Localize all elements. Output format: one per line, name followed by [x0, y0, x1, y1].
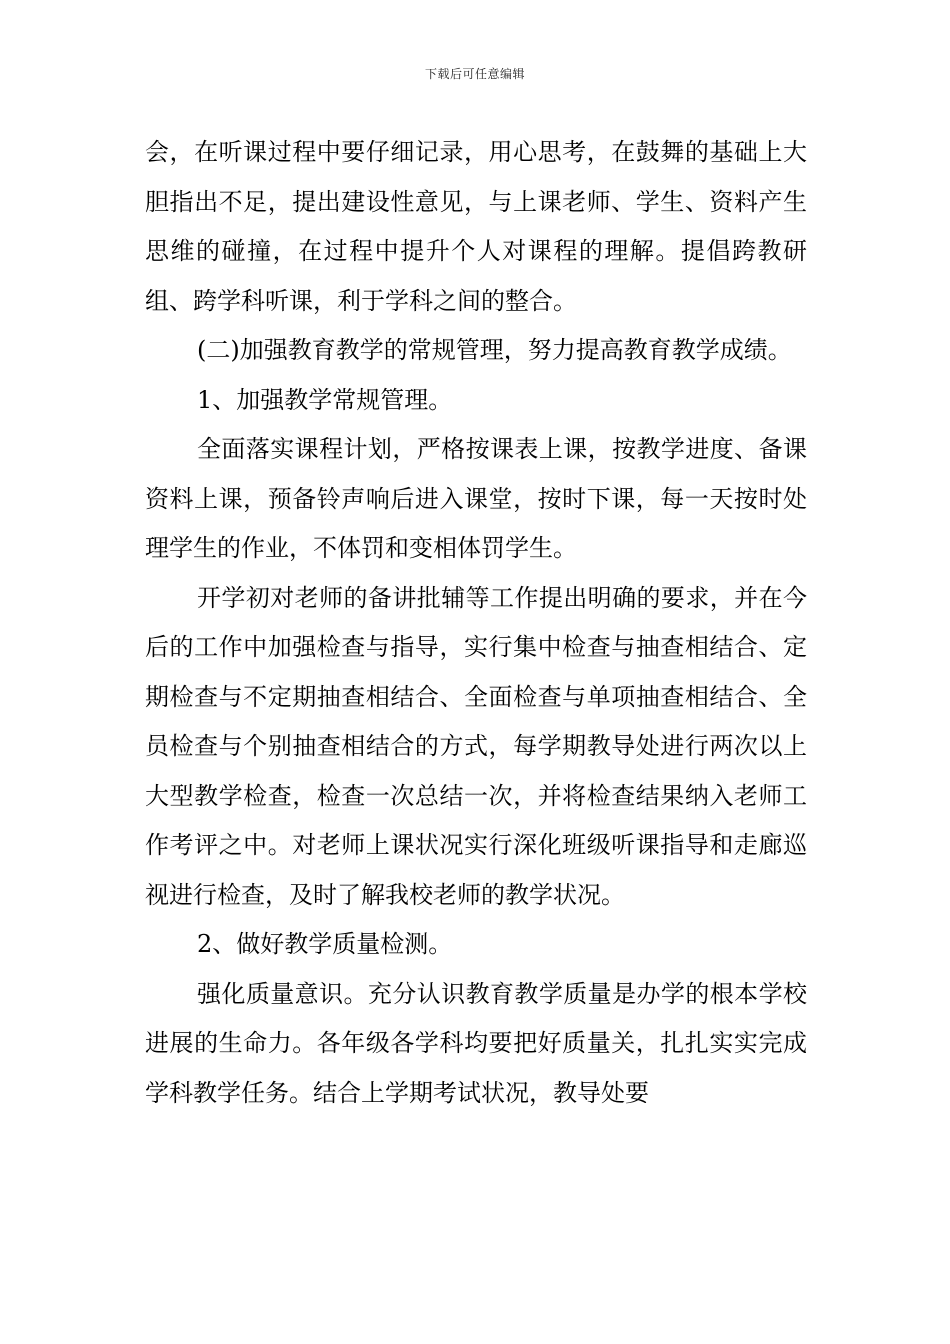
paragraph-inspection: 开学初对老师的备讲批辅等工作提出明确的要求，并在今后的工作中加强检查与指导，实行集中检查与抽查相结合、定期检查与不定期抽查相结合、全面检查与单项抽查相结合、全员检查与个别抽查相结合的方式，每学期教导处进行两次以上大型教学检查，检查一次总结一次，并将检查结果纳入老师工作考评之中。对老师上课状况实行深化班级听课指导和走廊巡视进行检查，及时了解我校老师的教学状况。 [145, 583, 807, 909]
subheading-1: 1、加强教学常规管理。 [197, 385, 453, 414]
paragraph-continuation: 会，在听课过程中要仔细记录，用心思考，在鼓舞的基础上大胆指出不足，提出建设性意见，与上课老师、学生、资料产生思维的碰撞，在过程中提升个人对课程的理解。提倡跨教研组、跨学科听课，利于学科之间的整合。 [145, 138, 807, 315]
paragraph-quality: 强化质量意识。充分认识教育教学质量是办学的根本学校进展的生命力。各年级各学科均要把好质量关，扎扎实实完成学科教学任务。结合上学期考试状况，教导处要 [145, 979, 807, 1107]
page-header-note: 下载后可任意编辑 [424, 67, 525, 81]
document-body [145, 128, 807, 1118]
paragraph-curriculum: 全面落实课程计划，严格按课表上课，按教学进度、备课资料上课，预备铃声响后进入课堂，按时下课，每一天按时处理学生的作业，不体罚和变相体罚学生。 [145, 435, 807, 562]
subheading-2: 2、做好教学质量检测。 [197, 930, 453, 958]
section-heading-2: (二)加强教育教学的常规管理，努力提高教育教学成绩。 [197, 336, 792, 364]
